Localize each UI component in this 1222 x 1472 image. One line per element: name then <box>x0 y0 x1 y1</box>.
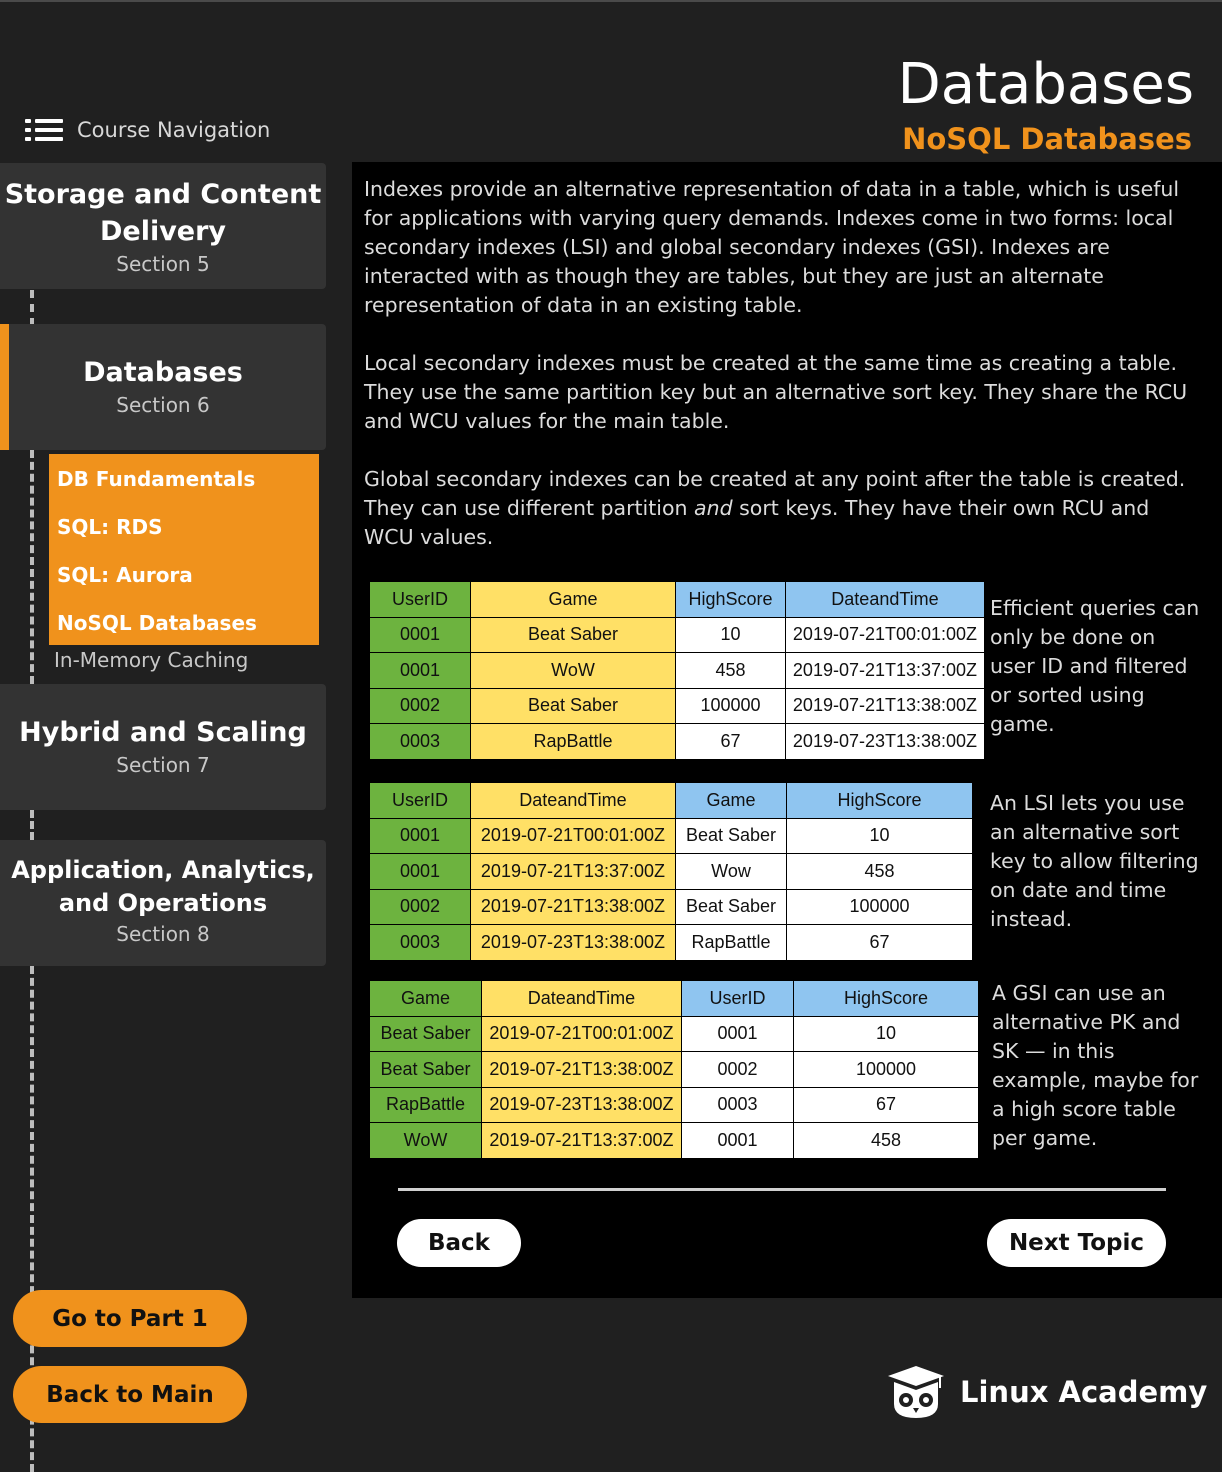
table-header: Game <box>370 981 482 1017</box>
table-row <box>370 617 985 653</box>
table-cell: 10 <box>676 617 786 653</box>
table-header: DateandTime <box>786 582 985 618</box>
table-header: HighScore <box>794 981 979 1017</box>
table-cell: 67 <box>794 1087 979 1123</box>
subtopic-in-memory-caching[interactable]: In-Memory Caching <box>54 648 249 672</box>
table-cell: RapBattle <box>471 724 676 760</box>
linux-academy-logo <box>886 1364 1207 1420</box>
table-cell: 10 <box>787 818 973 854</box>
table-header-row <box>370 981 979 1017</box>
table-cell: Beat Saber <box>471 617 676 653</box>
table-cell: 67 <box>787 925 973 961</box>
back-button[interactable]: Back <box>397 1219 521 1267</box>
table-cell: 2019-07-21T13:38:00Z <box>786 688 985 724</box>
section-card-application[interactable] <box>0 840 326 966</box>
table-cell: 67 <box>676 724 786 760</box>
table-row <box>370 724 985 760</box>
table-cell: 0003 <box>370 724 471 760</box>
section-title: and Operations <box>58 889 268 917</box>
subtopic-nosql-databases[interactable]: NoSQL Databases <box>57 611 257 635</box>
lsi-table-note: An LSI lets you use an alternative sort key to allow filtering on date and time instead. <box>990 791 1199 931</box>
table-row <box>370 688 985 724</box>
table-cell: 0001 <box>370 653 471 689</box>
section-title: Application, Analytics, <box>11 856 315 884</box>
table-cell: 100000 <box>787 889 973 925</box>
table-header: HighScore <box>676 582 786 618</box>
timeline-dash <box>30 810 34 840</box>
section-title: Delivery <box>99 216 227 247</box>
section-card-hybrid[interactable] <box>0 684 326 810</box>
list-menu-icon <box>25 119 63 141</box>
base-table-note: Efficient queries can only be done on user ID and filtered or sorted using game. <box>990 596 1200 736</box>
table-row <box>370 925 973 961</box>
table-cell: 0001 <box>370 854 471 890</box>
table-cell: 2019-07-21T00:01:00Z <box>786 617 985 653</box>
table-cell: 0001 <box>682 1123 794 1159</box>
table-row <box>370 854 973 890</box>
table-cell: 0003 <box>370 925 471 961</box>
table-cell: 458 <box>787 854 973 890</box>
table-cell: 100000 <box>794 1052 979 1088</box>
table-row <box>370 1016 979 1052</box>
table-cell: 2019-07-21T13:38:00Z <box>471 889 676 925</box>
section-number: Section 6 <box>116 393 210 417</box>
base-table <box>369 581 985 760</box>
table-cell: Beat Saber <box>471 688 676 724</box>
table-cell: Wow <box>676 854 787 890</box>
content-panel <box>352 162 1222 1298</box>
gsi-paragraph: Global secondary indexes can be created at any point after the table is created. They can use different partition and sort keys. They have their own RCU and WCU values. <box>364 467 1186 549</box>
table-cell: 0002 <box>370 889 471 925</box>
logo-text: Linux Academy <box>960 1375 1208 1409</box>
gsi-table <box>369 980 979 1159</box>
back-to-main-button[interactable]: Back to Main <box>13 1366 247 1423</box>
page-title: Databases <box>897 52 1194 117</box>
page-subtitle: NoSQL Databases <box>902 122 1192 156</box>
table-cell: 2019-07-21T13:37:00Z <box>786 653 985 689</box>
table-cell: 0001 <box>370 818 471 854</box>
subtopic-list <box>49 454 319 645</box>
intro-paragraph: Indexes provide an alternative representation of data in a table, which is useful for applications with varying query demands. Indexes come in two forms: local secondary indexes (LSI) and global secondary indexes (GSI). Indexes are interacted with as though they are tables, but they are just an alternate representation of data in an existing table. <box>364 177 1180 317</box>
next-topic-button[interactable]: Next Topic <box>987 1219 1166 1267</box>
table-cell: 10 <box>794 1016 979 1052</box>
table-cell: 0001 <box>682 1016 794 1052</box>
timeline-dash <box>30 290 34 326</box>
gsi-table-note: A GSI can use an alternative PK and SK — in this example, maybe for a high score table per game. <box>992 981 1199 1150</box>
table-header: HighScore <box>787 783 973 819</box>
section-number: Section 8 <box>116 922 210 946</box>
table-row <box>370 1123 979 1159</box>
table-cell: Beat Saber <box>370 1052 482 1088</box>
table-cell: WoW <box>370 1123 482 1159</box>
table-cell: 0002 <box>370 688 471 724</box>
section-number: Section 7 <box>116 753 210 777</box>
table-header-row <box>370 582 985 618</box>
section-title: Storage and Content <box>4 179 322 210</box>
subtopic-sql-rds[interactable]: SQL: RDS <box>57 515 163 539</box>
lsi-paragraph: Local secondary indexes must be created at the same time as creating a table. They use the same partition key but an alternative sort key. They share the RCU and WCU values for the main table. <box>364 351 1188 433</box>
subtopic-sql-aurora[interactable]: SQL: Aurora <box>57 563 193 587</box>
table-cell: 0003 <box>682 1087 794 1123</box>
section-title: Databases <box>83 357 243 388</box>
table-cell: 2019-07-23T13:38:00Z <box>471 925 676 961</box>
table-cell: 2019-07-21T00:01:00Z <box>482 1016 682 1052</box>
course-navigation-label: Course Navigation <box>77 118 271 142</box>
table-cell: 0002 <box>682 1052 794 1088</box>
table-cell: 2019-07-21T13:37:00Z <box>471 854 676 890</box>
section-title: Hybrid and Scaling <box>19 717 307 748</box>
table-cell: 2019-07-21T13:37:00Z <box>482 1123 682 1159</box>
table-cell: 100000 <box>676 688 786 724</box>
table-cell: Beat Saber <box>676 889 787 925</box>
table-header: DateandTime <box>482 981 682 1017</box>
table-header: UserID <box>370 582 471 618</box>
table-cell: 458 <box>676 653 786 689</box>
subtopic-db-fundamentals[interactable]: DB Fundamentals <box>57 467 256 491</box>
timeline-dash <box>30 450 34 684</box>
content-divider <box>398 1188 1166 1191</box>
table-cell: 2019-07-23T13:38:00Z <box>482 1087 682 1123</box>
table-header: Game <box>676 783 787 819</box>
table-row <box>370 889 973 925</box>
table-header: UserID <box>682 981 794 1017</box>
table-header-row <box>370 783 973 819</box>
table-cell: 0001 <box>370 617 471 653</box>
course-navigation-toggle[interactable] <box>25 118 270 142</box>
table-cell: 2019-07-21T13:38:00Z <box>482 1052 682 1088</box>
table-cell: WoW <box>471 653 676 689</box>
lsi-table <box>369 782 973 961</box>
table-header: UserID <box>370 783 471 819</box>
table-cell: Beat Saber <box>370 1016 482 1052</box>
section-card-storage[interactable] <box>0 163 326 289</box>
table-cell: 2019-07-21T00:01:00Z <box>471 818 676 854</box>
top-border <box>0 0 1222 2</box>
table-row <box>370 653 985 689</box>
table-header: Game <box>471 582 676 618</box>
table-row <box>370 818 973 854</box>
table-cell: 458 <box>794 1123 979 1159</box>
table-cell: 2019-07-23T13:38:00Z <box>786 724 985 760</box>
owl-logo-icon <box>886 1364 946 1420</box>
table-row <box>370 1087 979 1123</box>
go-to-part1-button[interactable]: Go to Part 1 <box>13 1290 247 1347</box>
table-cell: RapBattle <box>676 925 787 961</box>
table-cell: Beat Saber <box>676 818 787 854</box>
table-cell: RapBattle <box>370 1087 482 1123</box>
section-card-databases[interactable] <box>0 324 326 450</box>
section-number: Section 5 <box>116 252 210 276</box>
table-row <box>370 1052 979 1088</box>
table-header: DateandTime <box>471 783 676 819</box>
